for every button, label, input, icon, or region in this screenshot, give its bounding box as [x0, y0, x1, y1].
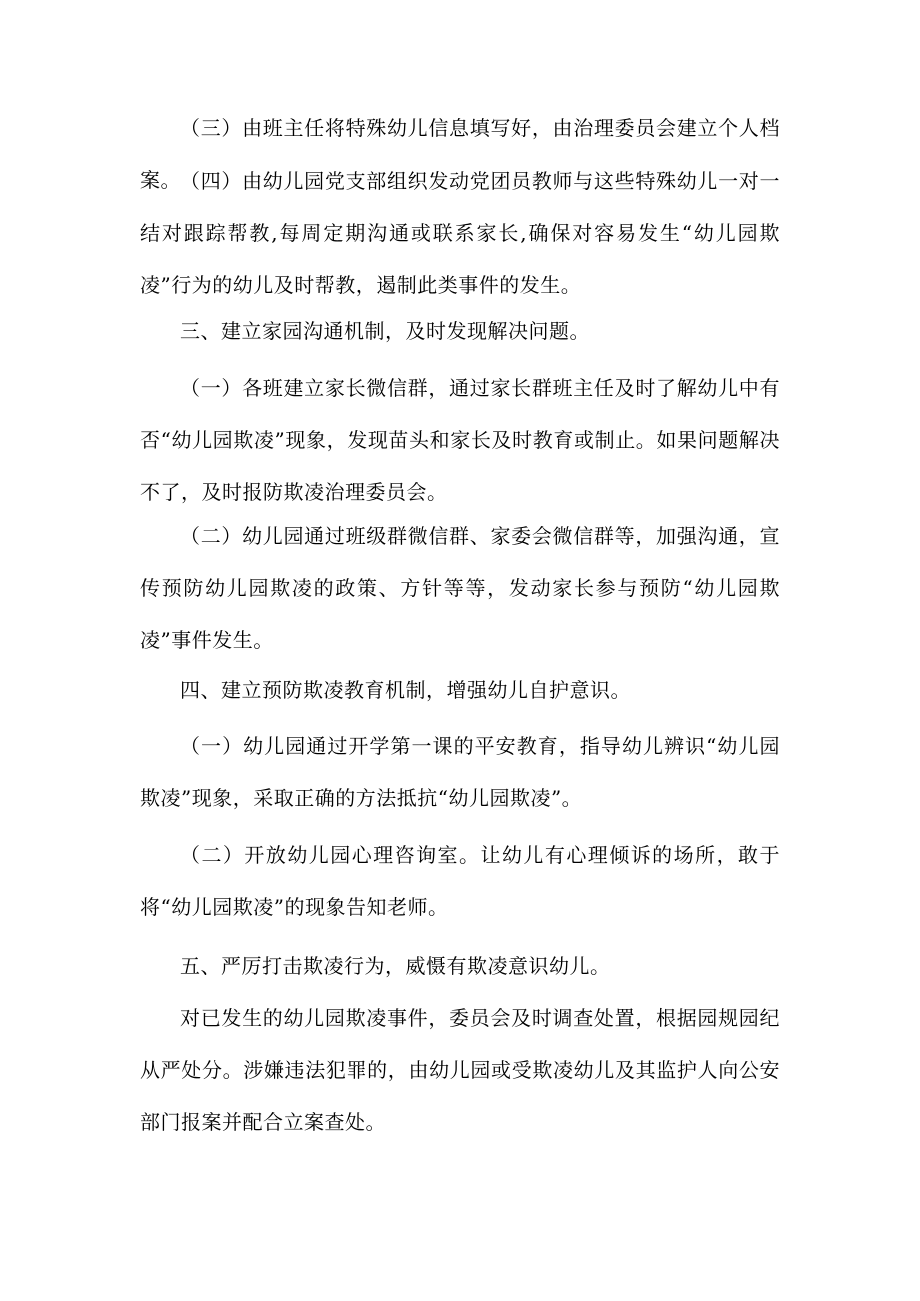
paragraph-5: [140, 720, 780, 824]
paragraph-4: [140, 510, 780, 666]
paragraph-2-text: （四）由幼儿园党支部组织发动党团员教师与这些特殊幼儿一对一结对跟踪帮教,每周定期沟通或联系家长,确保对容易发生“幼儿园欺凌”行为的幼儿及时帮教，遏制此类事件的发生。: [140, 169, 780, 297]
paragraph-3: [140, 362, 780, 518]
section-heading-3-text: 三、建立家园沟通机制，及时发现解决问题。: [180, 319, 590, 343]
paragraph-7: [140, 992, 780, 1148]
section-heading-4-text: 四、建立预防欺凌教育机制，增强幼儿自护意识。: [180, 678, 631, 702]
section-heading-3: [140, 305, 780, 357]
section-heading-5-text: 五、严厉打击欺凌行为，威慑有欺凌意识幼儿。: [180, 954, 611, 978]
section-heading-4: [140, 664, 780, 716]
paragraph-3-text: （一）各班建立家长微信群，通过家长群班主任及时了解幼儿中有否“幼儿园欺凌”现象，发现苗头和家长及时教育或制止。如果问题解决不了，及时报防欺凌治理委员会。: [140, 376, 780, 504]
paragraph-5-text: （一）幼儿园通过开学第一课的平安教育，指导幼儿辨识“幼儿园欺凌”现象，采取正确的方法抵抗“幼儿园欺凌”。: [140, 734, 780, 810]
paragraph-6: [140, 829, 780, 933]
section-heading-5: [140, 940, 780, 992]
paragraph-4-text: （二）幼儿园通过班级群微信群、家委会微信群等，加强沟通，宣传预防幼儿园欺凌的政策、方针等等，发动家长参与预防“幼儿园欺凌”事件发生。: [140, 524, 780, 652]
paragraph-6-text: （二）开放幼儿园心理咨询室。让幼儿有心理倾诉的场所，敢于将“幼儿园欺凌”的现象告知老师。: [140, 843, 780, 919]
paragraph-2: [140, 155, 780, 311]
paragraph-7-text: 对已发生的幼儿园欺凌事件，委员会及时调查处置，根据园规园纪从严处分。涉嫌违法犯罪的，由幼儿园或受欺凌幼儿及其监护人向公安部门报案并配合立案查处。: [140, 1006, 780, 1134]
paragraph-1-text: （三）由班主任将特殊幼儿信息填写好，由治理委员会建立个人档案。: [140, 116, 780, 192]
